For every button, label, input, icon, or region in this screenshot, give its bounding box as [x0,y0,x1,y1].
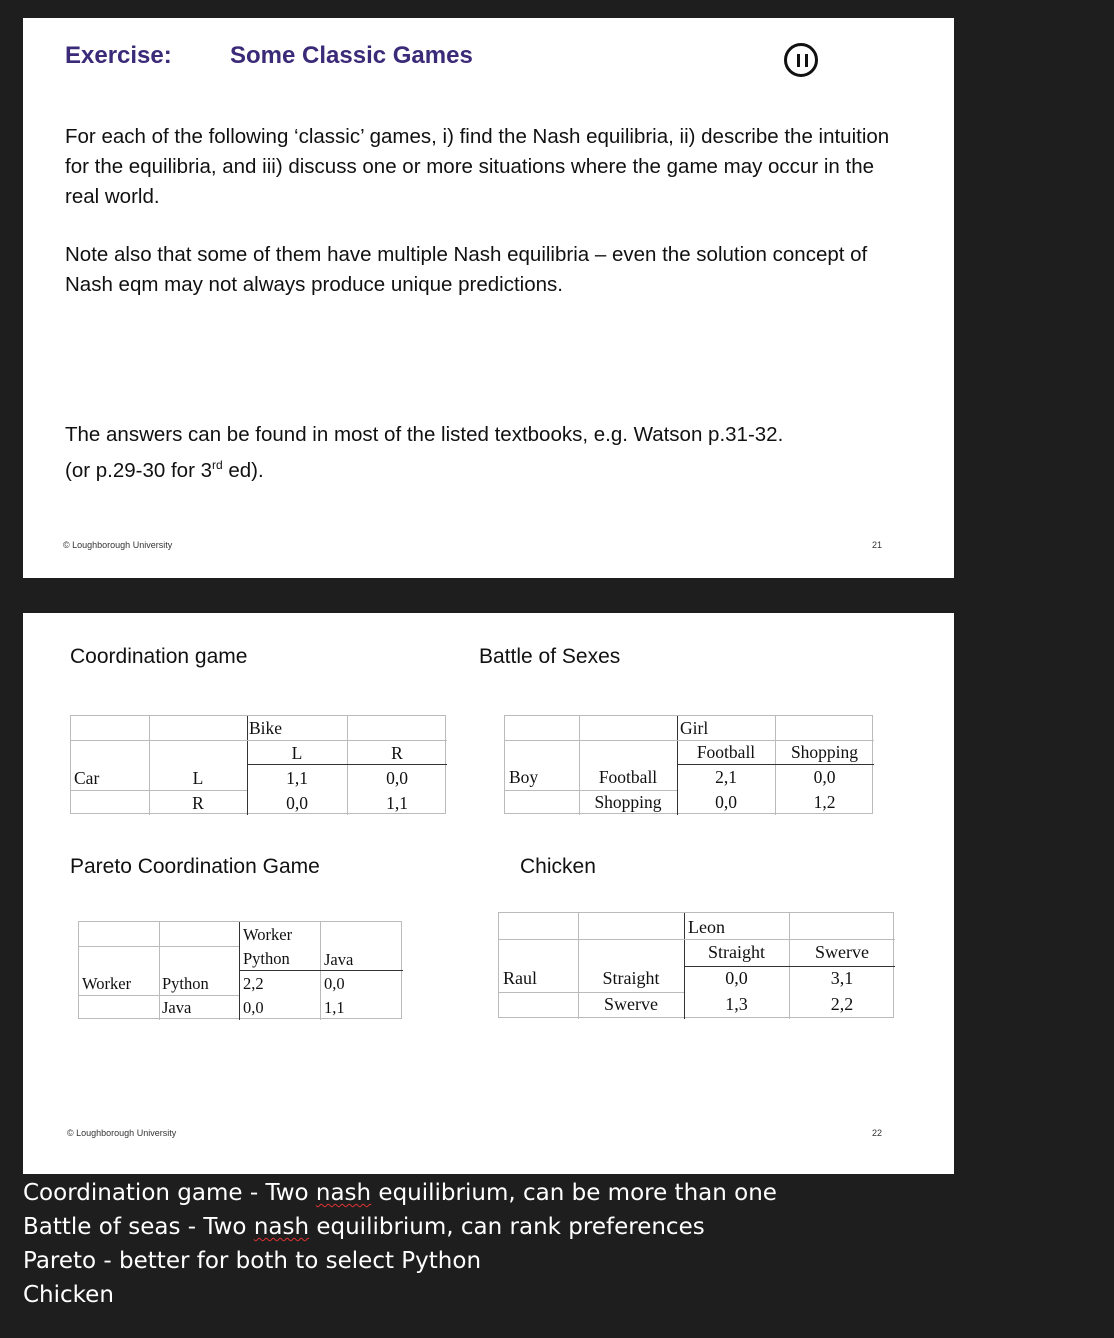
payoff-cell: 0,0 [324,974,345,993]
slide-21 [23,18,954,578]
row-strategy-label: Java [162,998,192,1017]
row-player-label: Car [74,768,100,788]
col-player-label: Girl [680,718,709,738]
misspelled-word: nash [253,1214,310,1240]
col-strategy-label: R [391,743,403,763]
payoff-cell: 3,1 [830,968,854,988]
answers-line2-text: (or p.29-30 for 3 [65,458,212,482]
exercise-label: Exercise: [65,42,172,69]
col-player-label: Leon [688,917,725,937]
instructions-paragraph: For each of the following ‘classic’ games, i) find the Nash equilibria, ii) describe the intuition for the equilibria, and iii) discuss one or more situations where the game may occur in the real world. [65,125,890,208]
row-player-label: Worker [82,974,132,993]
col-strategy-label: Straight [708,942,765,962]
page-number: 22 [872,1128,883,1138]
col-strategy-label: Swerve [815,942,869,962]
note-line [23,1210,777,1244]
pareto-payoff-table [78,921,402,1019]
page-number: 21 [872,540,883,550]
note-line: Chicken [23,1282,114,1308]
note-text: equilibrium, can be more than one [371,1180,777,1206]
row-strategy-label: R [192,793,204,813]
row-strategy-label: Shopping [594,792,662,812]
note-paragraph: Note also that some of them have multiple Nash equilibria – even the solution concept of Nash eqm may not always produce unique predictions. [65,243,868,296]
slide-title: Some Classic Games [230,42,473,69]
payoff-cell: 2,2 [830,994,854,1014]
ordinal-superscript: rd [212,458,223,472]
col-strategy-label: L [291,743,303,763]
copyright-footer: © Loughborough University [67,1128,177,1138]
pareto-game-title: Pareto Coordination Game [70,855,320,878]
col-strategy-label: Shopping [790,742,859,762]
row-player-label: Boy [509,767,539,787]
payoff-cell: 1,1 [324,998,345,1017]
chicken-game-title: Chicken [520,855,596,878]
answers-line1: The answers can be found in most of the listed textbooks, e.g. Watson p.31-32. [65,423,784,446]
col-strategy-label: Python [243,949,290,968]
col-strategy-label: Java [324,950,354,969]
answers-paragraph [65,420,895,486]
payoff-cell: 0,0 [386,768,408,788]
row-strategy-label: Python [162,974,209,993]
col-player-label: Bike [249,718,283,738]
payoff-cell: 1,2 [813,792,836,812]
payoff-cell: 0,0 [725,968,748,988]
note-text: Coordination game - Two [23,1180,316,1206]
note-text: Battle of seas - Two [23,1214,254,1240]
payoff-cell: 0,0 [243,998,264,1017]
row-strategy-label: Straight [602,968,660,988]
student-notes[interactable] [23,1176,777,1312]
row-strategy-label: Swerve [604,994,658,1014]
note-line [23,1176,777,1210]
pause-circle-icon[interactable] [784,43,818,77]
payoff-cell: 1,3 [725,994,748,1014]
answers-line2 [65,450,895,486]
payoff-cell: 0,0 [286,793,308,813]
row-strategy-label: Football [598,767,658,787]
payoff-cell: 0,0 [715,792,737,812]
battle-payoff-table [504,715,873,814]
payoff-cell: 1,1 [286,768,308,788]
answers-line2-end: ed). [222,458,264,482]
copyright-footer: © Loughborough University [63,540,173,550]
misspelled-word: nash [315,1180,372,1206]
payoff-cell: 1,1 [386,793,408,813]
battle-of-sexes-title: Battle of Sexes [479,645,621,668]
payoff-cell: 0,0 [813,767,836,787]
row-strategy-label: L [192,768,204,788]
col-player-label: Worker [243,925,293,944]
payoff-cell: 2,2 [243,974,264,993]
row-player-label: Raul [503,968,537,988]
coordination-payoff-table [70,715,446,814]
col-strategy-label: Football [696,742,756,762]
chicken-payoff-table [498,912,894,1018]
note-line: Pareto - better for both to select Python [23,1248,482,1274]
note-text: equilibrium, can rank preferences [309,1214,705,1240]
payoff-cell: 2,1 [715,767,737,787]
coordination-game-title: Coordination game [70,645,248,668]
slide-22 [23,613,954,1174]
